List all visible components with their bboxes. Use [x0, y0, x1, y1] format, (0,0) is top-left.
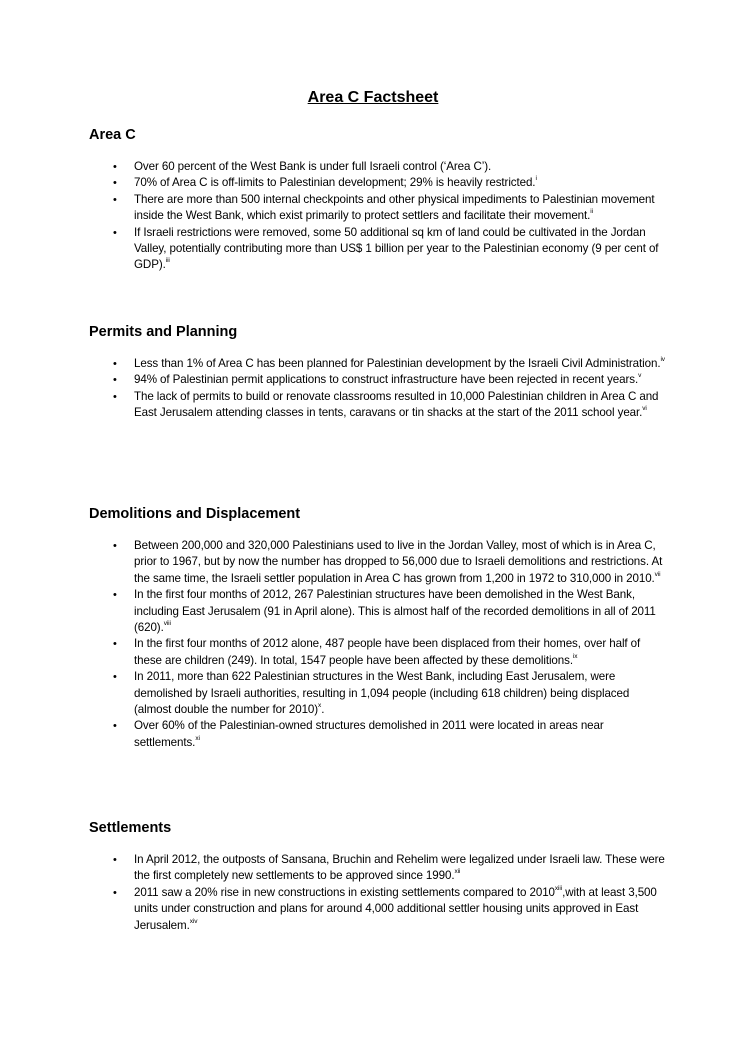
bullet-icon: • — [113, 720, 117, 733]
list-item: • Over 60 percent of the West Bank is under full Israeli control (‘Area C’). — [89, 159, 669, 175]
section-demolitions-and-displacement — [89, 506, 669, 751]
bullet-icon: • — [113, 177, 117, 190]
footnote-marker: vii — [654, 570, 661, 578]
list-item: • In the first four months of 2012, 267 Palestinian structures have been demolished in the West Bank, including East Jerusalem (91 in April alone). This is almost half of the recorded demolitions in all of 2011 (620).$^{viii}$ — [113, 588, 656, 635]
list-item: • The lack of permits to build or renovate classrooms resulted in 10,000 Palestinian children in Area C and East Jerusalem attending classes in tents, caravans or tin shacks at the start of the 2011 school year.$^{vi}$ — [113, 389, 659, 420]
list-item: • Less than 1% of Area C has been planned for Palestinian development by the Israeli Civil Administration.$^{iv}$ — [89, 356, 669, 372]
bullet-icon: • — [113, 671, 117, 684]
bullet-list — [89, 538, 669, 751]
list-item: • There are more than 500 internal checkpoints and other physical impediments to Palestinian movement inside the West Bank, which exist primarily to protect settlers and facilitate their movement.$^{ii}$ — [113, 192, 655, 223]
footnote-marker: iii — [165, 257, 170, 265]
footnote-marker: vi — [642, 405, 647, 413]
bullet-list — [89, 852, 669, 934]
section-heading: Area C — [89, 127, 136, 143]
footnote-marker: ii — [590, 208, 593, 216]
list-item: • Between 200,000 and 320,000 Palestinians used to live in the Jordan Valley, most of which is in Area C, prior to 1967, but by now the number has dropped to 56,000 due to Israeli demolitions and restrictions. At the same time, the Israeli settler population in Area C has grown from 1,200 in 1972 to 310,000 in 2010.$^{vii}$ — [113, 539, 663, 585]
list-item: • 70% of Area C is off-limits to Palestinian development; 29% is heavily restricted.$^i$ — [89, 175, 669, 191]
footnote-marker: xii — [454, 868, 461, 876]
footnote-marker: x — [318, 702, 322, 710]
footnote-marker: ix — [572, 652, 578, 660]
section-permits-and-planning — [89, 324, 669, 422]
list-item: • In April 2012, the outposts of Sansana, Bruchin and Rehelim were legalized under Israeli law. These were the first completely new settlements to be approved since 1990.$^{xii}$ — [113, 853, 665, 883]
bullet-icon: • — [113, 390, 117, 403]
list-item: • 94% of Palestinian permit applications to construct infrastructure have been rejected in recent years.$^v$ — [89, 372, 669, 388]
footnote-marker: i — [535, 175, 537, 183]
footnote-marker: viii — [163, 620, 171, 628]
list-item: • If Israeli restrictions were removed, some 50 additional sq km of land could be cultivated in the Jordan Valley, potentially contributing more than US$ 1 billion per year to the Palestinian economy (9 per cent of GDP).$^{iii}$ — [113, 225, 659, 272]
document-title: Area C Factsheet — [307, 89, 439, 106]
footnote-marker: xiii — [554, 884, 563, 892]
bullet-list — [89, 159, 669, 274]
section-heading: Permits and Planning — [89, 324, 238, 340]
section-heading: Settlements — [89, 820, 172, 836]
bullet-icon: • — [113, 540, 117, 552]
bullet-icon: • — [113, 374, 117, 387]
bullet-icon: • — [113, 193, 117, 206]
section-area-c — [89, 127, 669, 274]
bullet-icon: • — [113, 854, 117, 866]
footnote-marker: iv — [660, 356, 665, 363]
footnote-marker: xi — [195, 734, 200, 742]
bullet-icon: • — [113, 886, 117, 899]
footnote-marker: xiv — [189, 917, 198, 925]
bullet-icon: • — [113, 226, 117, 239]
bullet-icon: • — [113, 161, 117, 173]
bullet-list — [89, 356, 669, 422]
list-item: • Over 60% of the Palestinian-owned structures demolished in 2011 were located in areas near settlements.$^{xi}$ — [113, 719, 604, 749]
list-item: • In 2011, more than 622 Palestinian structures in the West Bank, including East Jerusalem, were demolished by Israeli authorities, resulting in 1,094 people (including 618 children) being displaced (almost double the number for 2010)$^x$. — [113, 670, 630, 717]
list-item: • 2011 saw a 20% rise in new constructions in existing settlements compared to 2010$^{xiii}$,with at least 3,500 units under construction and plans for around 4,000 additional settler housing units approved in East Jerusalem.$^{xiv}$ — [113, 884, 657, 932]
bullet-icon: • — [113, 589, 117, 602]
bullet-icon: • — [113, 358, 117, 370]
bullet-icon: • — [113, 638, 117, 651]
footnote-marker: v — [638, 372, 642, 380]
section-heading: Demolitions and Displacement — [89, 506, 301, 522]
list-item: • In the first four months of 2012 alone, 487 people have been displaced from their homes, over half of these are children (249). In total, 1547 people have been affected by these demolitions.$^{ix}$ — [113, 637, 641, 667]
section-settlements — [89, 820, 669, 934]
